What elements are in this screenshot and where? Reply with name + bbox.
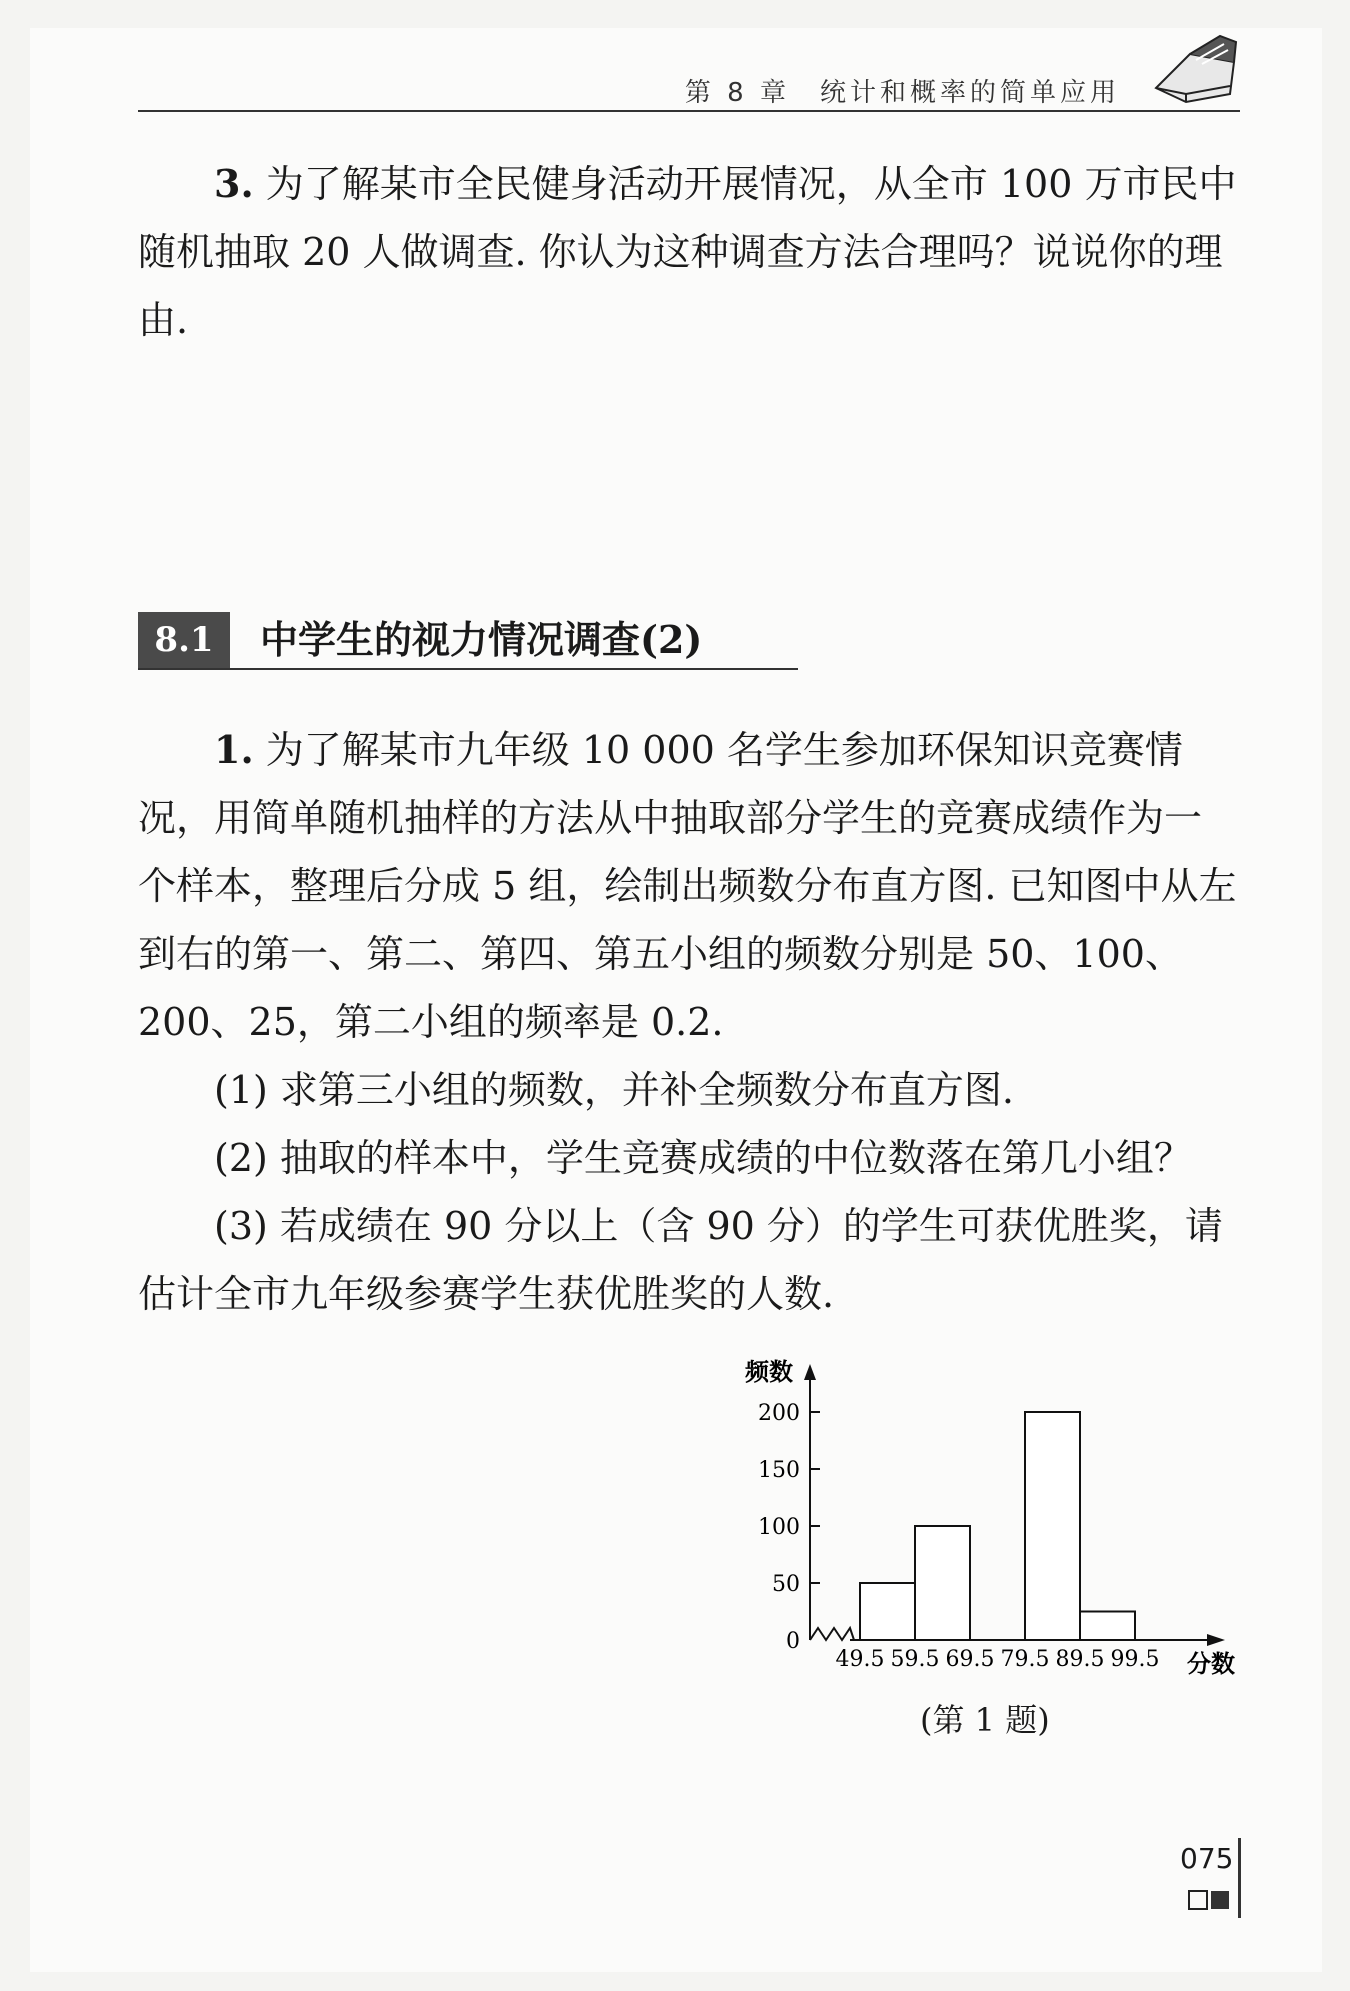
section-heading: [138, 612, 798, 670]
y-axis-arrow: [804, 1364, 816, 1380]
y-tick-label: 150: [758, 1458, 800, 1483]
histogram-bar: [1025, 1412, 1080, 1640]
page-header: [138, 70, 1240, 112]
question-3: [138, 150, 1238, 354]
x-axis-arrow: [1207, 1634, 1225, 1646]
x-tick-label: 59.5: [890, 1647, 940, 1672]
y-tick-label: 0: [786, 1629, 800, 1654]
x-tick-label: 89.5: [1055, 1647, 1105, 1672]
question-1-part-2: (2) 抽取的样本中，学生竞赛成绩的中位数落在第几小组？: [214, 1136, 1192, 1180]
histogram-bar: [915, 1526, 970, 1640]
y-tick-label: 50: [772, 1572, 800, 1597]
figure-caption: (第 1 题): [920, 1701, 1050, 1739]
page-marker-icon: [1188, 1890, 1232, 1912]
section-number: 8.1: [138, 612, 230, 668]
question-1-text: 为了解某市九年级 10 000 名学生参加环保知识竞赛情况，用简单随机抽样的方法从中抽取部分学生的竞赛成绩作为一个样本，整理后分成 5 组，绘制出频数分布直方图. 已知图中从左到右的第一、第二、第四、第五小组的频数分别是 50、100、200、25，第二小组的频率是 0.2.: [138, 728, 1237, 1044]
page-number-bar: [1238, 1838, 1241, 1918]
page-number: 075: [1180, 1842, 1234, 1875]
x-axis-label: 分数: [1187, 1650, 1235, 1678]
question-1-number: 1.: [214, 727, 254, 772]
x-tick-label: 49.5: [835, 1647, 885, 1672]
chapter-title: 第 8 章 统计和概率的简单应用: [684, 78, 1120, 108]
section-title: 中学生的视力情况调查(2): [260, 617, 703, 662]
x-tick-label: 69.5: [945, 1647, 995, 1672]
histogram-bar: [1080, 1612, 1135, 1641]
book-icon: [1150, 32, 1240, 106]
y-tick-label: 100: [758, 1515, 800, 1540]
question-1-part-1: (1) 求第三小组的频数，并补全频数分布直方图.: [214, 1068, 1014, 1112]
histogram: [735, 1350, 1255, 1690]
question-1: [138, 716, 1238, 1056]
question-3-text: 为了解某市全民健身活动开展情况，从全市 100 万市民中随机抽取 20 人做调查. 你认为这种调查方法合理吗？说说你的理由.: [138, 162, 1237, 342]
histogram-svg: [735, 1350, 1255, 1690]
y-axis-label: 频数: [745, 1358, 793, 1386]
x-tick-label: 79.5: [1000, 1647, 1050, 1672]
question-1-part-3: (3) 若成绩在 90 分以上（含 90 分）的学生可获优胜奖，请估计全市九年级参赛学生获优胜奖的人数.: [138, 1204, 1223, 1316]
x-tick-label: 99.5: [1110, 1647, 1160, 1672]
axis-break: [810, 1628, 854, 1640]
histogram-bar: [860, 1583, 915, 1640]
y-tick-label: 200: [758, 1401, 800, 1426]
question-3-number: 3.: [214, 161, 254, 206]
